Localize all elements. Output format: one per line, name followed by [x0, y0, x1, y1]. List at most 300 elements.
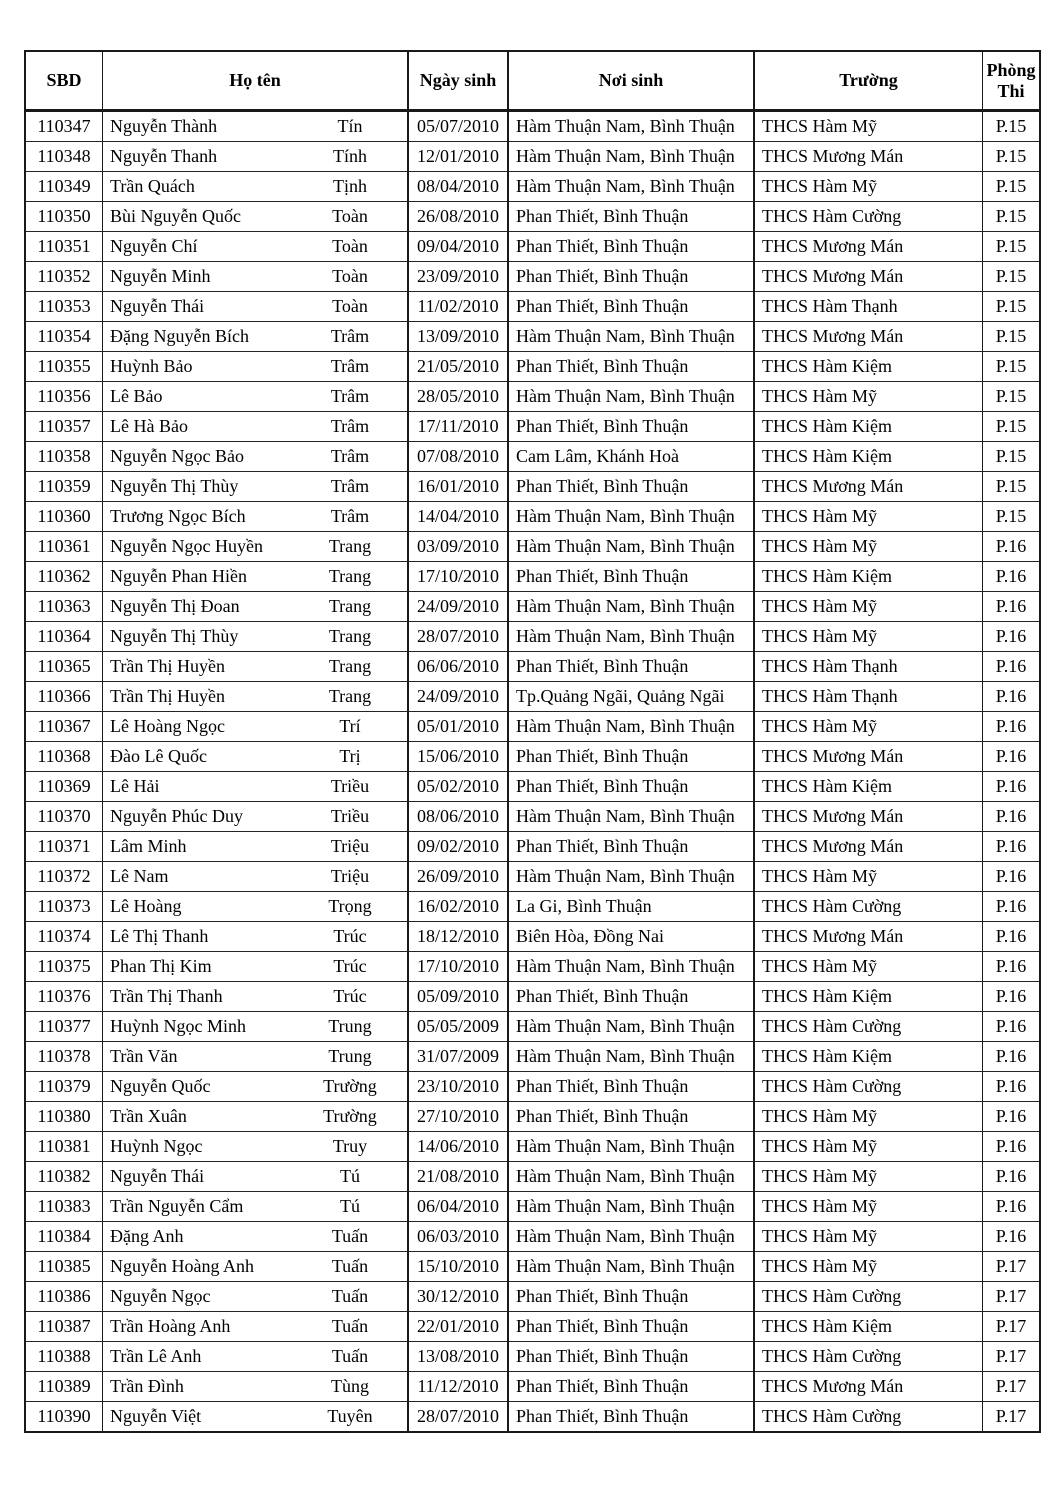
school: THCS Hàm Mỹ: [753, 531, 982, 561]
candidate-given-name: Tú: [340, 1165, 360, 1186]
table-row: [26, 411, 1039, 441]
candidate-name-wrap: [103, 267, 407, 287]
table-row: [26, 1401, 1039, 1431]
birth-place: Hàm Thuận Nam, Bình Thuận: [507, 1041, 753, 1071]
candidate-family-middle-name: Nguyễn Ngọc Bảo: [110, 446, 244, 466]
candidate-given-name: Tịnh: [333, 175, 367, 196]
table-row: [26, 1281, 1039, 1311]
birth-place: Hàm Thuận Nam, Bình Thuận: [507, 951, 753, 981]
candidate-given-name: Trâm: [330, 505, 370, 526]
birth-date: 09/04/2010: [407, 231, 507, 261]
birth-date: 21/08/2010: [407, 1161, 507, 1191]
birth-date: 03/09/2010: [407, 531, 507, 561]
candidate-name: [102, 891, 407, 921]
exam-room: P.17: [982, 1251, 1039, 1281]
candidate-name-wrap: [103, 1137, 407, 1157]
birth-date: 09/02/2010: [407, 831, 507, 861]
candidate-given-name: Tú: [340, 1195, 360, 1216]
exam-room: P.16: [982, 1071, 1039, 1101]
candidate-name-wrap: [103, 1227, 407, 1247]
candidate-id: 110371: [26, 831, 102, 861]
candidate-family-middle-name: Trần Quách: [110, 176, 195, 196]
candidate-name-wrap: [103, 1287, 407, 1307]
candidate-name-wrap: [103, 807, 407, 827]
school: THCS Mương Mán: [753, 321, 982, 351]
exam-room: P.16: [982, 951, 1039, 981]
candidate-name: [102, 1071, 407, 1101]
candidate-given-name: Trúc: [333, 955, 367, 976]
birth-date: 13/08/2010: [407, 1341, 507, 1371]
candidate-given-name: Toàn: [332, 295, 368, 316]
candidate-id: 110379: [26, 1071, 102, 1101]
birth-place: Hàm Thuận Nam, Bình Thuận: [507, 621, 753, 651]
candidate-name: [102, 321, 407, 351]
candidate-family-middle-name: Huỳnh Ngọc Minh: [110, 1016, 246, 1036]
candidate-name: [102, 1341, 407, 1371]
table-row: [26, 1101, 1039, 1131]
table-row: [26, 381, 1039, 411]
candidate-name-wrap: [103, 117, 407, 137]
candidate-family-middle-name: Lê Hoàng Ngọc: [110, 716, 225, 736]
table-row: [26, 471, 1039, 501]
birth-date: 16/01/2010: [407, 471, 507, 501]
candidate-name-wrap: [103, 327, 407, 347]
candidate-id: 110361: [26, 531, 102, 561]
birth-date: 05/05/2009: [407, 1011, 507, 1041]
table-row: [26, 201, 1039, 231]
school: THCS Hàm Mỹ: [753, 1131, 982, 1161]
birth-place: Hàm Thuận Nam, Bình Thuận: [507, 1191, 753, 1221]
candidate-name: [102, 1101, 407, 1131]
candidate-family-middle-name: Trần Thị Thanh: [110, 986, 223, 1006]
candidate-name-wrap: [103, 147, 407, 167]
birth-place: Phan Thiết, Bình Thuận: [507, 1071, 753, 1101]
candidate-name-wrap: [103, 657, 407, 677]
candidate-name-wrap: [103, 687, 407, 707]
school: THCS Hàm Cường: [753, 1341, 982, 1371]
candidate-name-wrap: [103, 1257, 407, 1277]
birth-place: Hàm Thuận Nam, Bình Thuận: [507, 141, 753, 171]
candidate-id: 110389: [26, 1371, 102, 1401]
candidate-given-name: Trị: [339, 745, 361, 766]
candidate-id: 110348: [26, 141, 102, 171]
candidate-name: [102, 231, 407, 261]
school: THCS Hàm Cường: [753, 1401, 982, 1431]
exam-room: P.15: [982, 171, 1039, 201]
birth-date: 12/01/2010: [407, 141, 507, 171]
candidate-name: [102, 681, 407, 711]
candidate-name: [102, 981, 407, 1011]
table-row: [26, 1041, 1039, 1071]
candidate-given-name: Trang: [328, 595, 372, 616]
candidate-family-middle-name: Lê Hà Bảo: [110, 416, 188, 436]
exam-room: P.16: [982, 531, 1039, 561]
candidate-id: 110360: [26, 501, 102, 531]
candidate-name-wrap: [103, 867, 407, 887]
candidate-family-middle-name: Trương Ngọc Bích: [110, 506, 246, 526]
school: THCS Hàm Mỹ: [753, 501, 982, 531]
birth-date: 17/10/2010: [407, 951, 507, 981]
school: THCS Hàm Mỹ: [753, 951, 982, 981]
birth-place: Hàm Thuận Nam, Bình Thuận: [507, 321, 753, 351]
column-header-sbd: SBD: [26, 52, 102, 112]
birth-place: Biên Hòa, Đồng Nai: [507, 921, 753, 951]
birth-date: 06/03/2010: [407, 1221, 507, 1251]
candidate-family-middle-name: Nguyễn Thành: [110, 116, 218, 136]
exam-room: P.15: [982, 501, 1039, 531]
birth-place: Phan Thiết, Bình Thuận: [507, 471, 753, 501]
table-row: [26, 861, 1039, 891]
birth-date: 23/10/2010: [407, 1071, 507, 1101]
school: THCS Hàm Kiệm: [753, 411, 982, 441]
candidate-family-middle-name: Nguyễn Hoàng Anh: [110, 1256, 254, 1276]
candidate-id: 110377: [26, 1011, 102, 1041]
candidate-name-wrap: [103, 927, 407, 947]
birth-place: La Gi, Bình Thuận: [507, 891, 753, 921]
candidate-family-middle-name: Nguyễn Thanh: [110, 146, 218, 166]
table-row: [26, 261, 1039, 291]
birth-place: Phan Thiết, Bình Thuận: [507, 651, 753, 681]
birth-date: 11/02/2010: [407, 291, 507, 321]
birth-place: Hàm Thuận Nam, Bình Thuận: [507, 711, 753, 741]
exam-room: P.16: [982, 681, 1039, 711]
birth-date: 26/08/2010: [407, 201, 507, 231]
birth-place: Phan Thiết, Bình Thuận: [507, 231, 753, 261]
birth-place: Phan Thiết, Bình Thuận: [507, 261, 753, 291]
table-row: [26, 531, 1039, 561]
table-row: [26, 1251, 1039, 1281]
candidate-name-wrap: [103, 207, 407, 227]
candidate-name: [102, 1281, 407, 1311]
birth-place: Hàm Thuận Nam, Bình Thuận: [507, 1011, 753, 1041]
candidate-given-name: Trường: [323, 1105, 377, 1126]
school: THCS Hàm Mỹ: [753, 1191, 982, 1221]
candidate-id: 110381: [26, 1131, 102, 1161]
school: THCS Hàm Thạnh: [753, 291, 982, 321]
candidate-id: 110358: [26, 441, 102, 471]
birth-place: Phan Thiết, Bình Thuận: [507, 981, 753, 1011]
candidate-name: [102, 531, 407, 561]
table-row: [26, 951, 1039, 981]
candidate-id: 110375: [26, 951, 102, 981]
exam-room: P.16: [982, 981, 1039, 1011]
table-row: [26, 1341, 1039, 1371]
school: THCS Mương Mán: [753, 141, 982, 171]
candidate-family-middle-name: Phan Thị Kim: [110, 956, 212, 976]
candidate-id: 110388: [26, 1341, 102, 1371]
candidate-name: [102, 471, 407, 501]
school: THCS Mương Mán: [753, 1371, 982, 1401]
candidate-name-wrap: [103, 237, 407, 257]
school: THCS Hàm Kiệm: [753, 351, 982, 381]
exam-room: P.15: [982, 141, 1039, 171]
candidate-id: 110370: [26, 801, 102, 831]
exam-room: P.16: [982, 561, 1039, 591]
birth-date: 15/06/2010: [407, 741, 507, 771]
birth-place: Phan Thiết, Bình Thuận: [507, 411, 753, 441]
table-row: [26, 1221, 1039, 1251]
candidate-id: 110386: [26, 1281, 102, 1311]
candidate-family-middle-name: Trần Văn: [110, 1046, 178, 1066]
exam-room: P.16: [982, 861, 1039, 891]
candidate-family-middle-name: Huỳnh Ngọc: [110, 1136, 203, 1156]
candidate-name-wrap: [103, 1197, 407, 1217]
school: THCS Hàm Mỹ: [753, 621, 982, 651]
candidate-name: [102, 711, 407, 741]
candidate-family-middle-name: Trần Thị Huyền: [110, 686, 226, 706]
candidate-id: 110364: [26, 621, 102, 651]
birth-date: 28/05/2010: [407, 381, 507, 411]
candidate-given-name: Tính: [333, 145, 367, 166]
table-row: [26, 1011, 1039, 1041]
candidate-name-wrap: [103, 777, 407, 797]
exam-room: P.16: [982, 1221, 1039, 1251]
candidate-id: 110382: [26, 1161, 102, 1191]
candidate-given-name: Tuấn: [331, 1255, 369, 1276]
candidate-name-wrap: [103, 987, 407, 1007]
candidate-given-name: Toàn: [332, 265, 368, 286]
birth-place: Phan Thiết, Bình Thuận: [507, 351, 753, 381]
birth-date: 21/05/2010: [407, 351, 507, 381]
exam-room: P.15: [982, 471, 1039, 501]
candidate-given-name: Trúc: [333, 985, 367, 1006]
school: THCS Hàm Kiệm: [753, 981, 982, 1011]
candidate-name-wrap: [103, 837, 407, 857]
exam-room: P.16: [982, 1011, 1039, 1041]
exam-room: P.16: [982, 891, 1039, 921]
birth-date: 05/02/2010: [407, 771, 507, 801]
birth-place: Hàm Thuận Nam, Bình Thuận: [507, 591, 753, 621]
column-header-school: Trường: [753, 52, 982, 112]
school: THCS Hàm Thạnh: [753, 651, 982, 681]
school: THCS Hàm Kiệm: [753, 1311, 982, 1341]
candidate-given-name: Trâm: [330, 445, 370, 466]
school: THCS Hàm Mỹ: [753, 1161, 982, 1191]
birth-place: Phan Thiết, Bình Thuận: [507, 1371, 753, 1401]
candidate-name-wrap: [103, 597, 407, 617]
birth-place: Cam Lâm, Khánh Hoà: [507, 441, 753, 471]
candidate-name-wrap: [103, 717, 407, 737]
birth-date: 06/04/2010: [407, 1191, 507, 1221]
school: THCS Mương Mán: [753, 471, 982, 501]
candidate-id: 110385: [26, 1251, 102, 1281]
candidate-name: [102, 741, 407, 771]
candidate-family-middle-name: Bùi Nguyễn Quốc: [110, 206, 241, 226]
column-header-exam-room: Phòng Thi: [982, 52, 1039, 112]
candidate-given-name: Toàn: [332, 205, 368, 226]
birth-place: Phan Thiết, Bình Thuận: [507, 201, 753, 231]
candidate-name: [102, 1251, 407, 1281]
candidate-given-name: Trang: [328, 565, 372, 586]
candidate-name: [102, 651, 407, 681]
birth-date: 28/07/2010: [407, 1401, 507, 1431]
candidate-id: 110390: [26, 1401, 102, 1431]
candidate-name: [102, 261, 407, 291]
candidate-name: [102, 1311, 407, 1341]
candidate-name: [102, 921, 407, 951]
candidate-id: 110357: [26, 411, 102, 441]
candidate-given-name: Tín: [337, 115, 363, 136]
birth-date: 24/09/2010: [407, 591, 507, 621]
candidate-name: [102, 141, 407, 171]
birth-place: Phan Thiết, Bình Thuận: [507, 741, 753, 771]
candidate-family-middle-name: Nguyễn Ngọc Huyền: [110, 536, 263, 556]
school: THCS Hàm Cường: [753, 1071, 982, 1101]
candidate-name: [102, 1011, 407, 1041]
exam-room: P.15: [982, 351, 1039, 381]
birth-place: Phan Thiết, Bình Thuận: [507, 1281, 753, 1311]
exam-room: P.16: [982, 591, 1039, 621]
exam-room: P.15: [982, 112, 1039, 141]
candidate-family-middle-name: Trần Hoàng Anh: [110, 1316, 231, 1336]
exam-room: P.16: [982, 921, 1039, 951]
candidate-id: 110383: [26, 1191, 102, 1221]
candidate-name: [102, 441, 407, 471]
candidate-name: [102, 771, 407, 801]
birth-date: 23/09/2010: [407, 261, 507, 291]
candidate-name-wrap: [103, 1377, 407, 1397]
school: THCS Hàm Mỹ: [753, 1251, 982, 1281]
header-row: [26, 52, 1039, 112]
candidate-name-wrap: [103, 357, 407, 377]
candidate-family-middle-name: Nguyễn Thị Thùy: [110, 476, 239, 496]
school: THCS Hàm Mỹ: [753, 112, 982, 141]
birth-date: 13/09/2010: [407, 321, 507, 351]
candidate-name: [102, 381, 407, 411]
table-row: [26, 441, 1039, 471]
candidate-id: 110349: [26, 171, 102, 201]
candidate-name-wrap: [103, 387, 407, 407]
school: THCS Hàm Thạnh: [753, 681, 982, 711]
candidate-id: 110350: [26, 201, 102, 231]
candidate-family-middle-name: Lê Nam: [110, 866, 169, 886]
school: THCS Hàm Mỹ: [753, 1101, 982, 1131]
candidate-family-middle-name: Lâm Minh: [110, 836, 187, 856]
exam-room: P.16: [982, 621, 1039, 651]
candidate-given-name: Trâm: [330, 475, 370, 496]
school: THCS Hàm Cường: [753, 891, 982, 921]
birth-date: 05/09/2010: [407, 981, 507, 1011]
candidate-given-name: Trâm: [330, 355, 370, 376]
table-row: [26, 501, 1039, 531]
candidate-family-middle-name: Nguyễn Thị Đoan: [110, 596, 240, 616]
candidate-name-wrap: [103, 1107, 407, 1127]
candidate-id: 110374: [26, 921, 102, 951]
birth-place: Phan Thiết, Bình Thuận: [507, 291, 753, 321]
candidate-name: [102, 201, 407, 231]
table-body: [26, 112, 1039, 1431]
birth-place: Phan Thiết, Bình Thuận: [507, 1341, 753, 1371]
candidate-given-name: Triệu: [330, 865, 370, 886]
candidate-id: 110362: [26, 561, 102, 591]
table-header: [26, 52, 1039, 112]
candidate-name-wrap: [103, 627, 407, 647]
exam-candidate-table: [24, 50, 1041, 1433]
birth-date: 24/09/2010: [407, 681, 507, 711]
table-row: [26, 651, 1039, 681]
birth-place: Hàm Thuận Nam, Bình Thuận: [507, 1131, 753, 1161]
candidate-id: 110387: [26, 1311, 102, 1341]
candidate-given-name: Triệu: [330, 835, 370, 856]
candidate-name: [102, 1401, 407, 1431]
candidate-name: [102, 1131, 407, 1161]
candidate-given-name: Trí: [339, 715, 361, 736]
candidate-family-middle-name: Nguyễn Phúc Duy: [110, 806, 243, 826]
table-row: [26, 741, 1039, 771]
birth-date: 30/12/2010: [407, 1281, 507, 1311]
candidate-given-name: Trung: [328, 1045, 372, 1066]
candidate-name-wrap: [103, 417, 407, 437]
candidate-id: 110354: [26, 321, 102, 351]
candidate-family-middle-name: Lê Bảo: [110, 386, 163, 406]
candidate-given-name: Trang: [328, 685, 372, 706]
school: THCS Hàm Mỹ: [753, 171, 982, 201]
birth-date: 08/06/2010: [407, 801, 507, 831]
table-row: [26, 1191, 1039, 1221]
candidate-given-name: Tuấn: [331, 1315, 369, 1336]
exam-room: P.16: [982, 741, 1039, 771]
candidate-given-name: Trâm: [330, 385, 370, 406]
candidate-id: 110359: [26, 471, 102, 501]
school: THCS Hàm Mỹ: [753, 1221, 982, 1251]
candidate-family-middle-name: Huỳnh Bảo: [110, 356, 193, 376]
candidate-given-name: Tuấn: [331, 1225, 369, 1246]
birth-date: 17/11/2010: [407, 411, 507, 441]
candidate-name-wrap: [103, 1167, 407, 1187]
candidate-id: 110367: [26, 711, 102, 741]
exam-room: P.16: [982, 651, 1039, 681]
table-row: [26, 112, 1039, 141]
exam-room: P.15: [982, 291, 1039, 321]
candidate-given-name: Tuấn: [331, 1285, 369, 1306]
school: THCS Hàm Cường: [753, 201, 982, 231]
table-row: [26, 1311, 1039, 1341]
candidate-given-name: Trang: [328, 625, 372, 646]
exam-room: P.17: [982, 1281, 1039, 1311]
candidate-family-middle-name: Nguyễn Quốc: [110, 1076, 211, 1096]
candidate-id: 110363: [26, 591, 102, 621]
candidate-family-middle-name: Nguyễn Thái: [110, 296, 205, 316]
candidate-name: [102, 561, 407, 591]
birth-date: 08/04/2010: [407, 171, 507, 201]
candidate-id: 110378: [26, 1041, 102, 1071]
candidate-name-wrap: [103, 747, 407, 767]
candidate-given-name: Trâm: [330, 325, 370, 346]
candidate-family-middle-name: Đặng Anh: [110, 1226, 184, 1246]
column-header-full-name: Họ tên: [102, 52, 407, 112]
candidate-given-name: Tuyên: [327, 1405, 373, 1426]
table-row: [26, 351, 1039, 381]
exam-room: P.15: [982, 381, 1039, 411]
birth-date: 31/07/2009: [407, 1041, 507, 1071]
candidate-given-name: Tùng: [331, 1375, 369, 1396]
school: THCS Hàm Mỹ: [753, 381, 982, 411]
candidate-name: [102, 411, 407, 441]
candidate-family-middle-name: Nguyễn Thị Thùy: [110, 626, 239, 646]
candidate-name-wrap: [103, 1347, 407, 1367]
birth-date: 27/10/2010: [407, 1101, 507, 1131]
birth-place: Hàm Thuận Nam, Bình Thuận: [507, 112, 753, 141]
birth-date: 16/02/2010: [407, 891, 507, 921]
candidate-name-wrap: [103, 507, 407, 527]
table-row: [26, 1371, 1039, 1401]
candidate-name-wrap: [103, 897, 407, 917]
birth-place: Hàm Thuận Nam, Bình Thuận: [507, 381, 753, 411]
school: THCS Hàm Kiệm: [753, 771, 982, 801]
exam-room: P.15: [982, 441, 1039, 471]
candidate-name: [102, 591, 407, 621]
exam-room: P.16: [982, 1041, 1039, 1071]
